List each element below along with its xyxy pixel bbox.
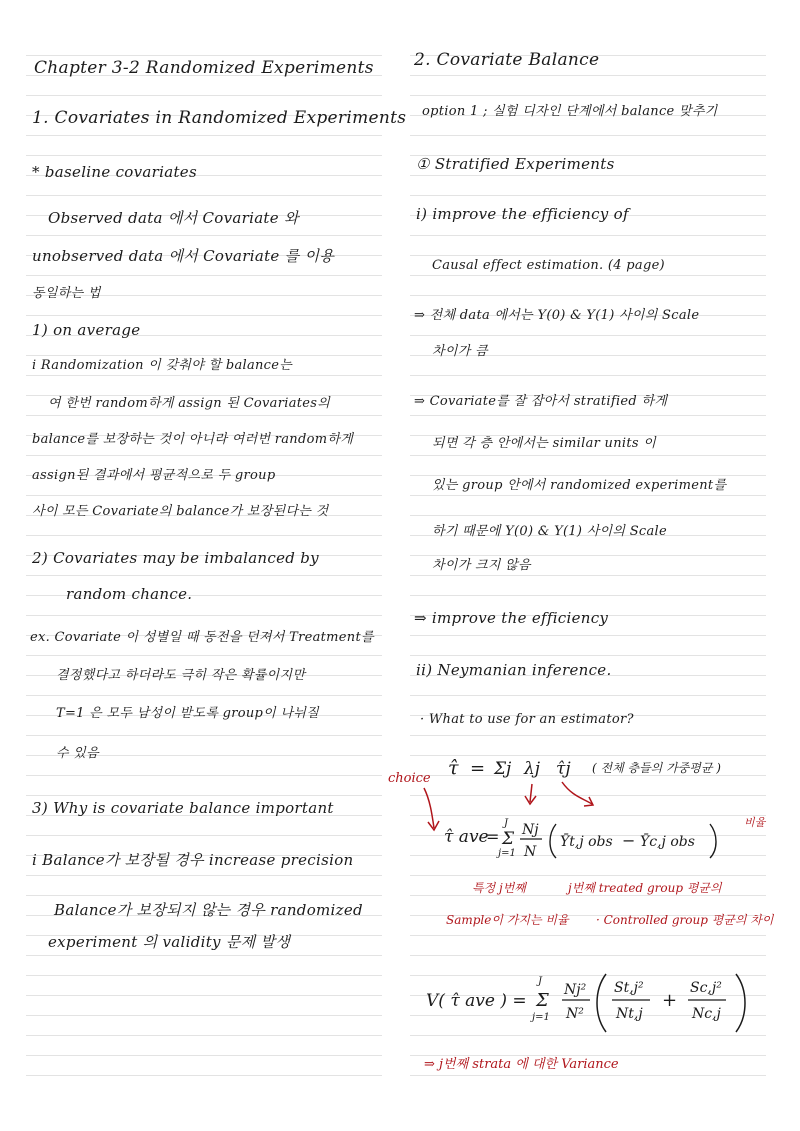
lambda-arrow <box>530 784 532 802</box>
tau-hat-symbol: τ̂ <box>448 757 459 779</box>
left-column <box>26 36 407 1076</box>
var-treated-numerator: St,j² <box>614 980 644 996</box>
ave-left-paren <box>550 824 556 858</box>
choice-arrow <box>424 788 434 828</box>
point-2-title-line-2: random chance. <box>66 585 193 603</box>
ave-minus: − <box>622 831 636 850</box>
neymanian-title: ii) Neymanian inference. <box>416 661 612 679</box>
variance-lhs: V( τ̂ ave ) = <box>426 991 527 1011</box>
var-plus: + <box>662 990 678 1011</box>
arrow-1-line-2: 차이가 큼 <box>432 344 488 359</box>
arrow-3-line: ⇒ improve the efficiency <box>414 609 609 627</box>
definition-line-1: Observed data 에서 Covariate 와 <box>48 209 299 227</box>
sum-over-j: Σj <box>494 759 512 779</box>
choice-label: choice <box>388 771 431 786</box>
example-line-3: T=1 은 모두 남성이 받도록 group이 나뉘질 <box>56 706 320 721</box>
arrow-2-line-4: 하기 때문에 Y(0) & Y(1) 사이의 Scale <box>432 524 668 539</box>
point-3-title: 3) Why is covariate balance important <box>32 799 334 817</box>
ave-treated-mean: Ȳt,j obs <box>560 834 613 850</box>
improve-efficiency-title: i) improve the efficiency of <box>416 205 629 223</box>
point-3-line-2: Balance가 보장되지 않는 경우 randomized <box>54 901 363 919</box>
ave-sum-lower: j=1 <box>498 848 516 859</box>
ave-right-paren <box>710 824 716 858</box>
ave-control-mean: Ȳc,j obs <box>640 834 695 850</box>
arrow-1-line-1: ⇒ 전체 data 에서는 Y(0) & Y(1) 사이의 Scale <box>414 308 700 323</box>
point-3-line-1: i Balance가 보장될 경우 increase precision <box>32 851 354 869</box>
point-1-line-1: i Randomization 이 갖춰야 할 balance는 <box>32 358 293 373</box>
ratio-label: 비율 <box>744 816 766 829</box>
red-note-control-diff: · Controlled group 평균의 차이 <box>596 913 774 927</box>
ave-sum-symbol: Σ <box>502 829 515 849</box>
lambda-j: λj <box>524 759 541 779</box>
definition-line-2: unobserved data 에서 Covariate 를 이용 <box>32 247 335 265</box>
red-note-sample-ratio: Sample이 가지는 비율 <box>446 913 569 927</box>
tau-hat-j: τ̂j <box>556 759 571 779</box>
var-sum-upper: J <box>538 976 543 987</box>
var-treated-denominator: Nt,j <box>616 1006 643 1022</box>
ave-frac-numerator: Nj <box>522 822 539 838</box>
example-line-4: 수 있음 <box>56 746 100 761</box>
section-1-title: 1. Covariates in Randomized Experiments <box>32 108 407 128</box>
tau-ave-equals: = <box>486 827 500 846</box>
causal-effect-line: Causal effect estimation. (4 page) <box>432 258 665 273</box>
definition-line-3: 동일하는 법 <box>32 286 101 301</box>
tau-arrow <box>562 782 592 804</box>
equals-sign: = <box>470 758 486 779</box>
stratified-title: ① Stratified Experiments <box>416 155 615 173</box>
arrow-2-line-5: 차이가 크지 않음 <box>432 558 531 573</box>
var-frac-denominator: N² <box>566 1006 584 1022</box>
point-3-line-3: experiment 의 validity 문제 발생 <box>48 933 291 951</box>
example-line-2: 결정했다고 하더라도 극히 작은 확률이지만 <box>56 668 306 683</box>
ave-frac-denominator: N <box>524 844 537 860</box>
right-column <box>388 36 774 1076</box>
baseline-covariates-line: * baseline covariates <box>32 163 197 181</box>
arrow-2-line-2: 되면 각 층 안에서는 similar units 이 <box>432 436 657 451</box>
var-sum-symbol: Σ <box>536 990 549 1011</box>
var-right-paren <box>736 974 745 1032</box>
weighted-average-note: ( 전체 층들의 가중평균 ) <box>592 761 721 775</box>
point-1-line-2: 여 한번 random하게 assign 된 Covariates의 <box>48 396 331 411</box>
var-frac-numerator: Nj² <box>564 982 587 998</box>
red-note-treated-mean: j번째 treated group 평균의 <box>568 881 722 895</box>
point-1-line-5: 사이 모든 Covariate의 balance가 보장된다는 것 <box>32 504 329 519</box>
ave-sum-upper: J <box>504 818 509 829</box>
strata-variance-note: ⇒ j번째 strata 에 대한 Variance <box>424 1057 619 1072</box>
point-1-line-4: assign된 결과에서 평균적으로 두 group <box>32 468 276 483</box>
example-line-1: ex. Covariate 이 성별일 때 동전을 던져서 Treatment를 <box>30 630 374 645</box>
estimator-question: · What to use for an estimator? <box>420 712 634 727</box>
tau-ave-lhs: τ̂ ave <box>444 827 489 847</box>
var-left-paren <box>597 974 606 1032</box>
point-2-title-line-1: 2) Covariates may be imbalanced by <box>32 549 319 567</box>
section-2-title: 2. Covariate Balance <box>414 50 600 70</box>
red-note-specific-j: 특정 j번째 <box>472 881 526 895</box>
var-control-denominator: Nc,j <box>692 1006 721 1022</box>
arrow-2-line-1: ⇒ Covariate를 잘 잡아서 stratified 하게 <box>414 394 668 409</box>
equations-figure <box>388 36 774 1076</box>
var-control-numerator: Sc,j² <box>690 980 722 996</box>
point-1-line-3: balance를 보장하는 것이 아니라 여러번 random하게 <box>32 432 354 447</box>
arrow-2-line-3: 있는 group 안에서 randomized experiment를 <box>432 478 727 493</box>
chapter-heading: Chapter 3-2 Randomized Experiments <box>34 58 374 78</box>
point-1-title: 1) on average <box>32 321 141 339</box>
option-line: option 1 ; 실험 디자인 단계에서 balance 맞추기 <box>422 104 718 119</box>
var-sum-lower: j=1 <box>532 1012 550 1023</box>
